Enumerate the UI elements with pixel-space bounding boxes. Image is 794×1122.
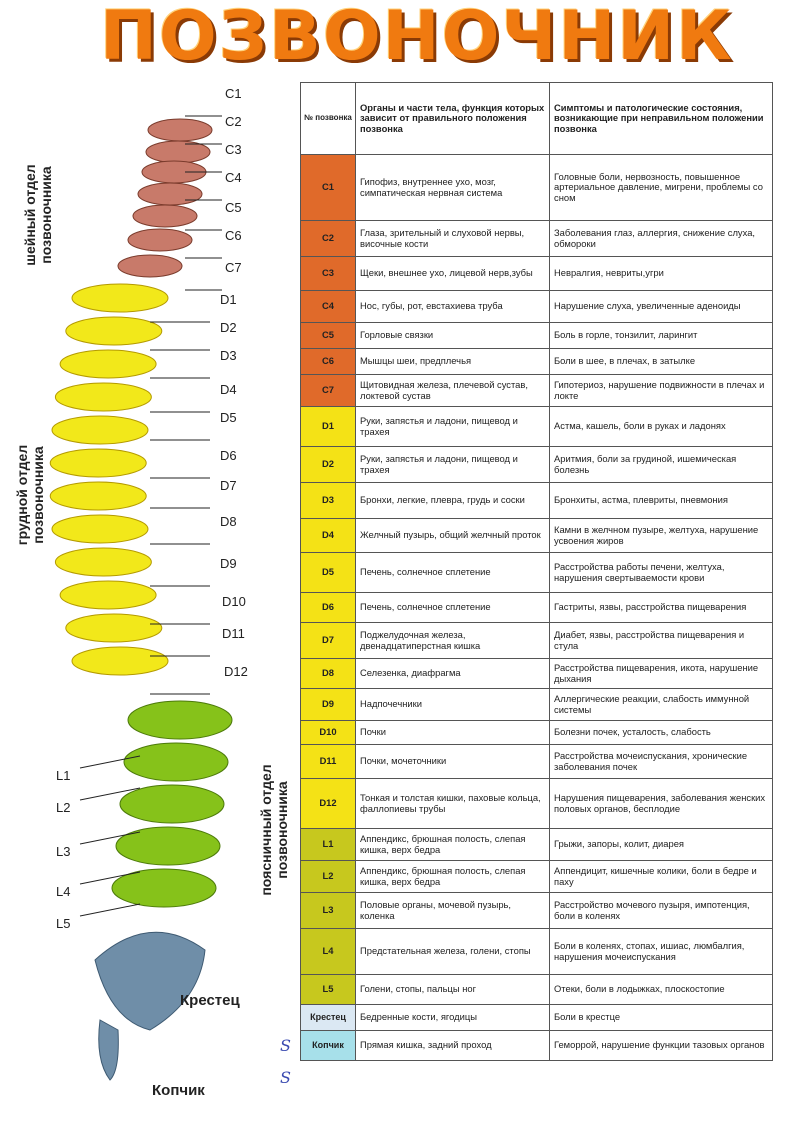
thoracic-vertebra: [72, 647, 168, 675]
table-row: [301, 291, 773, 323]
segment-label-d3: D3: [220, 348, 237, 363]
header-symptoms: Симптомы и патологические состояния, возникающие при неправильном положении позвонка: [550, 83, 773, 155]
symptoms-cell: Боли в шее, в плечах, в затылке: [550, 349, 773, 375]
vertebra-code: C3: [301, 257, 356, 291]
vertebrae-table: [300, 82, 773, 1061]
organs-cell: Нос, губы, рот, евстахиева труба: [356, 291, 550, 323]
organs-cell: Половые органы, мочевой пузырь, коленка: [356, 893, 550, 929]
symptoms-cell: Аллергические реакции, слабость иммунной системы: [550, 689, 773, 721]
handwritten-mark: S: [280, 1068, 291, 1087]
table-row: [301, 407, 773, 447]
table-row: [301, 861, 773, 893]
symptoms-cell: Камни в желчном пузыре, желтуха, нарушение усвоения жиров: [550, 519, 773, 553]
vertebra-code: L5: [301, 975, 356, 1005]
segment-label-l2: L2: [56, 800, 71, 815]
organs-cell: Печень, солнечное сплетение: [356, 553, 550, 593]
symptoms-cell: Гипотериоз, нарушение подвижности в плечах и локте: [550, 375, 773, 407]
table-row: [301, 829, 773, 861]
thoracic-vertebra: [60, 581, 156, 609]
table-row: [301, 659, 773, 689]
lumbar-vertebra: [120, 785, 224, 823]
symptoms-cell: Болезни почек, усталость, слабость: [550, 721, 773, 745]
organs-cell: Руки, запястья и ладони, пищевод и трахея: [356, 407, 550, 447]
region-label-sacrum: Крестец: [180, 992, 240, 1009]
table-row: [301, 745, 773, 779]
symptoms-cell: Боль в горле, тонзилит, ларингит: [550, 323, 773, 349]
vertebra-code: Крестец: [301, 1005, 356, 1031]
organs-cell: Голени, стопы, пальцы ног: [356, 975, 550, 1005]
symptoms-cell: Боли в коленях, стопах, ишиас, люмбалгия, нарушения мочеиспускания: [550, 929, 773, 975]
vertebra-code: D4: [301, 519, 356, 553]
header-organs: Органы и части тела, функция которых зависит от правильного положения позвонка: [356, 83, 550, 155]
segment-label-l5: L5: [56, 916, 71, 931]
symptoms-cell: Гастриты, язвы, расстройства пищеварения: [550, 593, 773, 623]
cervical-vertebra: [133, 205, 197, 227]
symptoms-cell: Головные боли, нервозность, повышенное артериальное давление, мигрени, проблемы со сном: [550, 155, 773, 221]
table-row: [301, 593, 773, 623]
table-row: [301, 375, 773, 407]
table-header-row: [301, 83, 773, 155]
vertebra-code: C5: [301, 323, 356, 349]
symptoms-cell: Нарушения пищеварения, заболевания женских половых органов, бесплодие: [550, 779, 773, 829]
vertebra-code: D10: [301, 721, 356, 745]
organs-cell: Печень, солнечное сплетение: [356, 593, 550, 623]
segment-label-d8: D8: [220, 514, 237, 529]
symptoms-cell: Расстройства мочеиспускания, хронические заболевания почек: [550, 745, 773, 779]
vertebra-code: D7: [301, 623, 356, 659]
vertebra-code: D2: [301, 447, 356, 483]
table-row: [301, 779, 773, 829]
thoracic-vertebra: [55, 383, 151, 411]
region-label-cervical: шейный отдел позвоночника: [22, 164, 54, 266]
vertebra-code: C1: [301, 155, 356, 221]
thoracic-vertebra: [50, 449, 146, 477]
symptoms-cell: Нарушение слуха, увеличенные аденоиды: [550, 291, 773, 323]
table-row: [301, 689, 773, 721]
segment-label-c1: C1: [225, 86, 242, 101]
vertebra-code: D5: [301, 553, 356, 593]
segment-label-d7: D7: [220, 478, 237, 493]
vertebra-code: D12: [301, 779, 356, 829]
lumbar-vertebra: [128, 701, 232, 739]
segment-label-c7: C7: [225, 260, 242, 275]
table-row: [301, 155, 773, 221]
table-row: [301, 323, 773, 349]
cervical-vertebra: [148, 119, 212, 141]
vertebra-code: D6: [301, 593, 356, 623]
table-row: [301, 483, 773, 519]
region-label-thoracic: грудной отдел позвоночника: [14, 444, 46, 546]
segment-label-d12: D12: [224, 664, 248, 679]
symptoms-cell: Геморрой, нарушение функции тазовых органов: [550, 1031, 773, 1061]
thoracic-vertebra: [52, 515, 148, 543]
vertebra-code: D1: [301, 407, 356, 447]
segment-label-c5: C5: [225, 200, 242, 215]
organs-cell: Горловые связки: [356, 323, 550, 349]
symptoms-cell: Аритмия, боли за грудиной, ишемическая болезнь: [550, 447, 773, 483]
segment-label-l4: L4: [56, 884, 71, 899]
header-vertebra: № позвонка: [301, 83, 356, 155]
organs-cell: Щитовидная железа, плечевой сустав, локтевой сустав: [356, 375, 550, 407]
table-row: [301, 221, 773, 257]
table-row: [301, 553, 773, 593]
organs-cell: Мышцы шеи, предплечья: [356, 349, 550, 375]
table-row: [301, 1031, 773, 1061]
segment-label-l3: L3: [56, 844, 71, 859]
organs-cell: Руки, запястья и ладони, пищевод и трахея: [356, 447, 550, 483]
segment-label-d2: D2: [220, 320, 237, 335]
segment-label-c2: C2: [225, 114, 242, 129]
thoracic-vertebra: [52, 416, 148, 444]
table-row: [301, 257, 773, 291]
organs-cell: Тонкая и толстая кишки, паховые кольца, фаллопиевы трубы: [356, 779, 550, 829]
organs-cell: Гипофиз, внутреннее ухо, мозг, симпатическая нервная система: [356, 155, 550, 221]
table-row: [301, 623, 773, 659]
region-label-coccyx: Копчик: [152, 1082, 205, 1099]
symptoms-cell: Аппендицит, кишечные колики, боли в бедре и паху: [550, 861, 773, 893]
symptoms-cell: Боли в крестце: [550, 1005, 773, 1031]
region-label-lumbar: поясничный отдел позвоночника: [258, 764, 290, 896]
organs-cell: Почки: [356, 721, 550, 745]
segment-label-c4: C4: [225, 170, 242, 185]
thoracic-vertebra: [72, 284, 168, 312]
organs-cell: Селезенка, диафрагма: [356, 659, 550, 689]
cervical-vertebra: [118, 255, 182, 277]
vertebra-code: D8: [301, 659, 356, 689]
segment-label-d5: D5: [220, 410, 237, 425]
symptoms-cell: Заболевания глаз, аллергия, снижение слуха, обмороки: [550, 221, 773, 257]
organs-cell: Аппендикс, брюшная полость, слепая кишка, верх бедра: [356, 829, 550, 861]
thoracic-vertebra: [60, 350, 156, 378]
table-row: [301, 447, 773, 483]
symptoms-cell: Бронхиты, астма, плевриты, пневмония: [550, 483, 773, 519]
organs-cell: Прямая кишка, задний проход: [356, 1031, 550, 1061]
table-row: [301, 349, 773, 375]
thoracic-vertebra: [50, 482, 146, 510]
thoracic-vertebra: [66, 317, 162, 345]
lumbar-vertebra: [116, 827, 220, 865]
segment-label-d11: D11: [222, 626, 245, 641]
organs-cell: Желчный пузырь, общий желчный проток: [356, 519, 550, 553]
table-row: [301, 893, 773, 929]
organs-cell: Бронхи, легкие, плевра, грудь и соски: [356, 483, 550, 519]
vertebra-code: D11: [301, 745, 356, 779]
thoracic-vertebra: [66, 614, 162, 642]
table-row: [301, 721, 773, 745]
symptoms-cell: Невралгия, невриты,угри: [550, 257, 773, 291]
segment-label-d6: D6: [220, 448, 237, 463]
vertebra-code: C7: [301, 375, 356, 407]
vertebra-code: L3: [301, 893, 356, 929]
vertebra-code: C4: [301, 291, 356, 323]
vertebra-code: Копчик: [301, 1031, 356, 1061]
symptoms-cell: Диабет, язвы, расстройства пищеварения и стула: [550, 623, 773, 659]
symptoms-cell: Астма, кашель, боли в руках и ладонях: [550, 407, 773, 447]
vertebra-code: C6: [301, 349, 356, 375]
organs-cell: Глаза, зрительный и слуховой нервы, височные кости: [356, 221, 550, 257]
organs-cell: Надпочечники: [356, 689, 550, 721]
organs-cell: Щеки, внешнее ухо, лицевой нерв,зубы: [356, 257, 550, 291]
cervical-vertebra: [138, 183, 202, 205]
symptoms-cell: Расстройство мочевого пузыря, импотенция, боли в коленях: [550, 893, 773, 929]
vertebra-code: L2: [301, 861, 356, 893]
segment-label-c3: C3: [225, 142, 242, 157]
vertebra-code: D9: [301, 689, 356, 721]
coccyx-shape: [99, 1020, 119, 1080]
table-row: [301, 975, 773, 1005]
vertebra-code: C2: [301, 221, 356, 257]
segment-label-d10: D10: [222, 594, 246, 609]
vertebra-code: D3: [301, 483, 356, 519]
table-row: [301, 519, 773, 553]
organs-cell: Аппендикс, брюшная полость, слепая кишка, верх бедра: [356, 861, 550, 893]
sacrum-shape: [95, 932, 205, 1030]
segment-label-l1: L1: [56, 768, 71, 783]
table-row: [301, 1005, 773, 1031]
segment-label-c6: C6: [225, 228, 242, 243]
symptoms-cell: Отеки, боли в лодыжках, плоскостопие: [550, 975, 773, 1005]
thoracic-vertebra: [55, 548, 151, 576]
vertebra-code: L1: [301, 829, 356, 861]
symptoms-cell: Расстройства пищеварения, икота, нарушение дыхания: [550, 659, 773, 689]
symptoms-cell: Грыжи, запоры, колит, диарея: [550, 829, 773, 861]
symptoms-cell: Расстройства работы печени, желтуха, нарушения свертываемости крови: [550, 553, 773, 593]
leader-line: [80, 904, 140, 916]
organs-cell: Поджелудочная железа, двенадцатиперстная кишка: [356, 623, 550, 659]
cervical-vertebra: [128, 229, 192, 251]
organs-cell: Почки, мочеточники: [356, 745, 550, 779]
organs-cell: Бедренные кости, ягодицы: [356, 1005, 550, 1031]
lumbar-vertebra: [124, 743, 228, 781]
segment-label-d1: D1: [220, 292, 237, 307]
segment-label-d4: D4: [220, 382, 237, 397]
segment-label-d9: D9: [220, 556, 237, 571]
organs-cell: Предстательная железа, голени, стопы: [356, 929, 550, 975]
page-title: ПОЗВОНОЧНИК: [100, 0, 734, 76]
table-row: [301, 929, 773, 975]
vertebra-code: L4: [301, 929, 356, 975]
handwritten-mark: S: [280, 1036, 291, 1055]
